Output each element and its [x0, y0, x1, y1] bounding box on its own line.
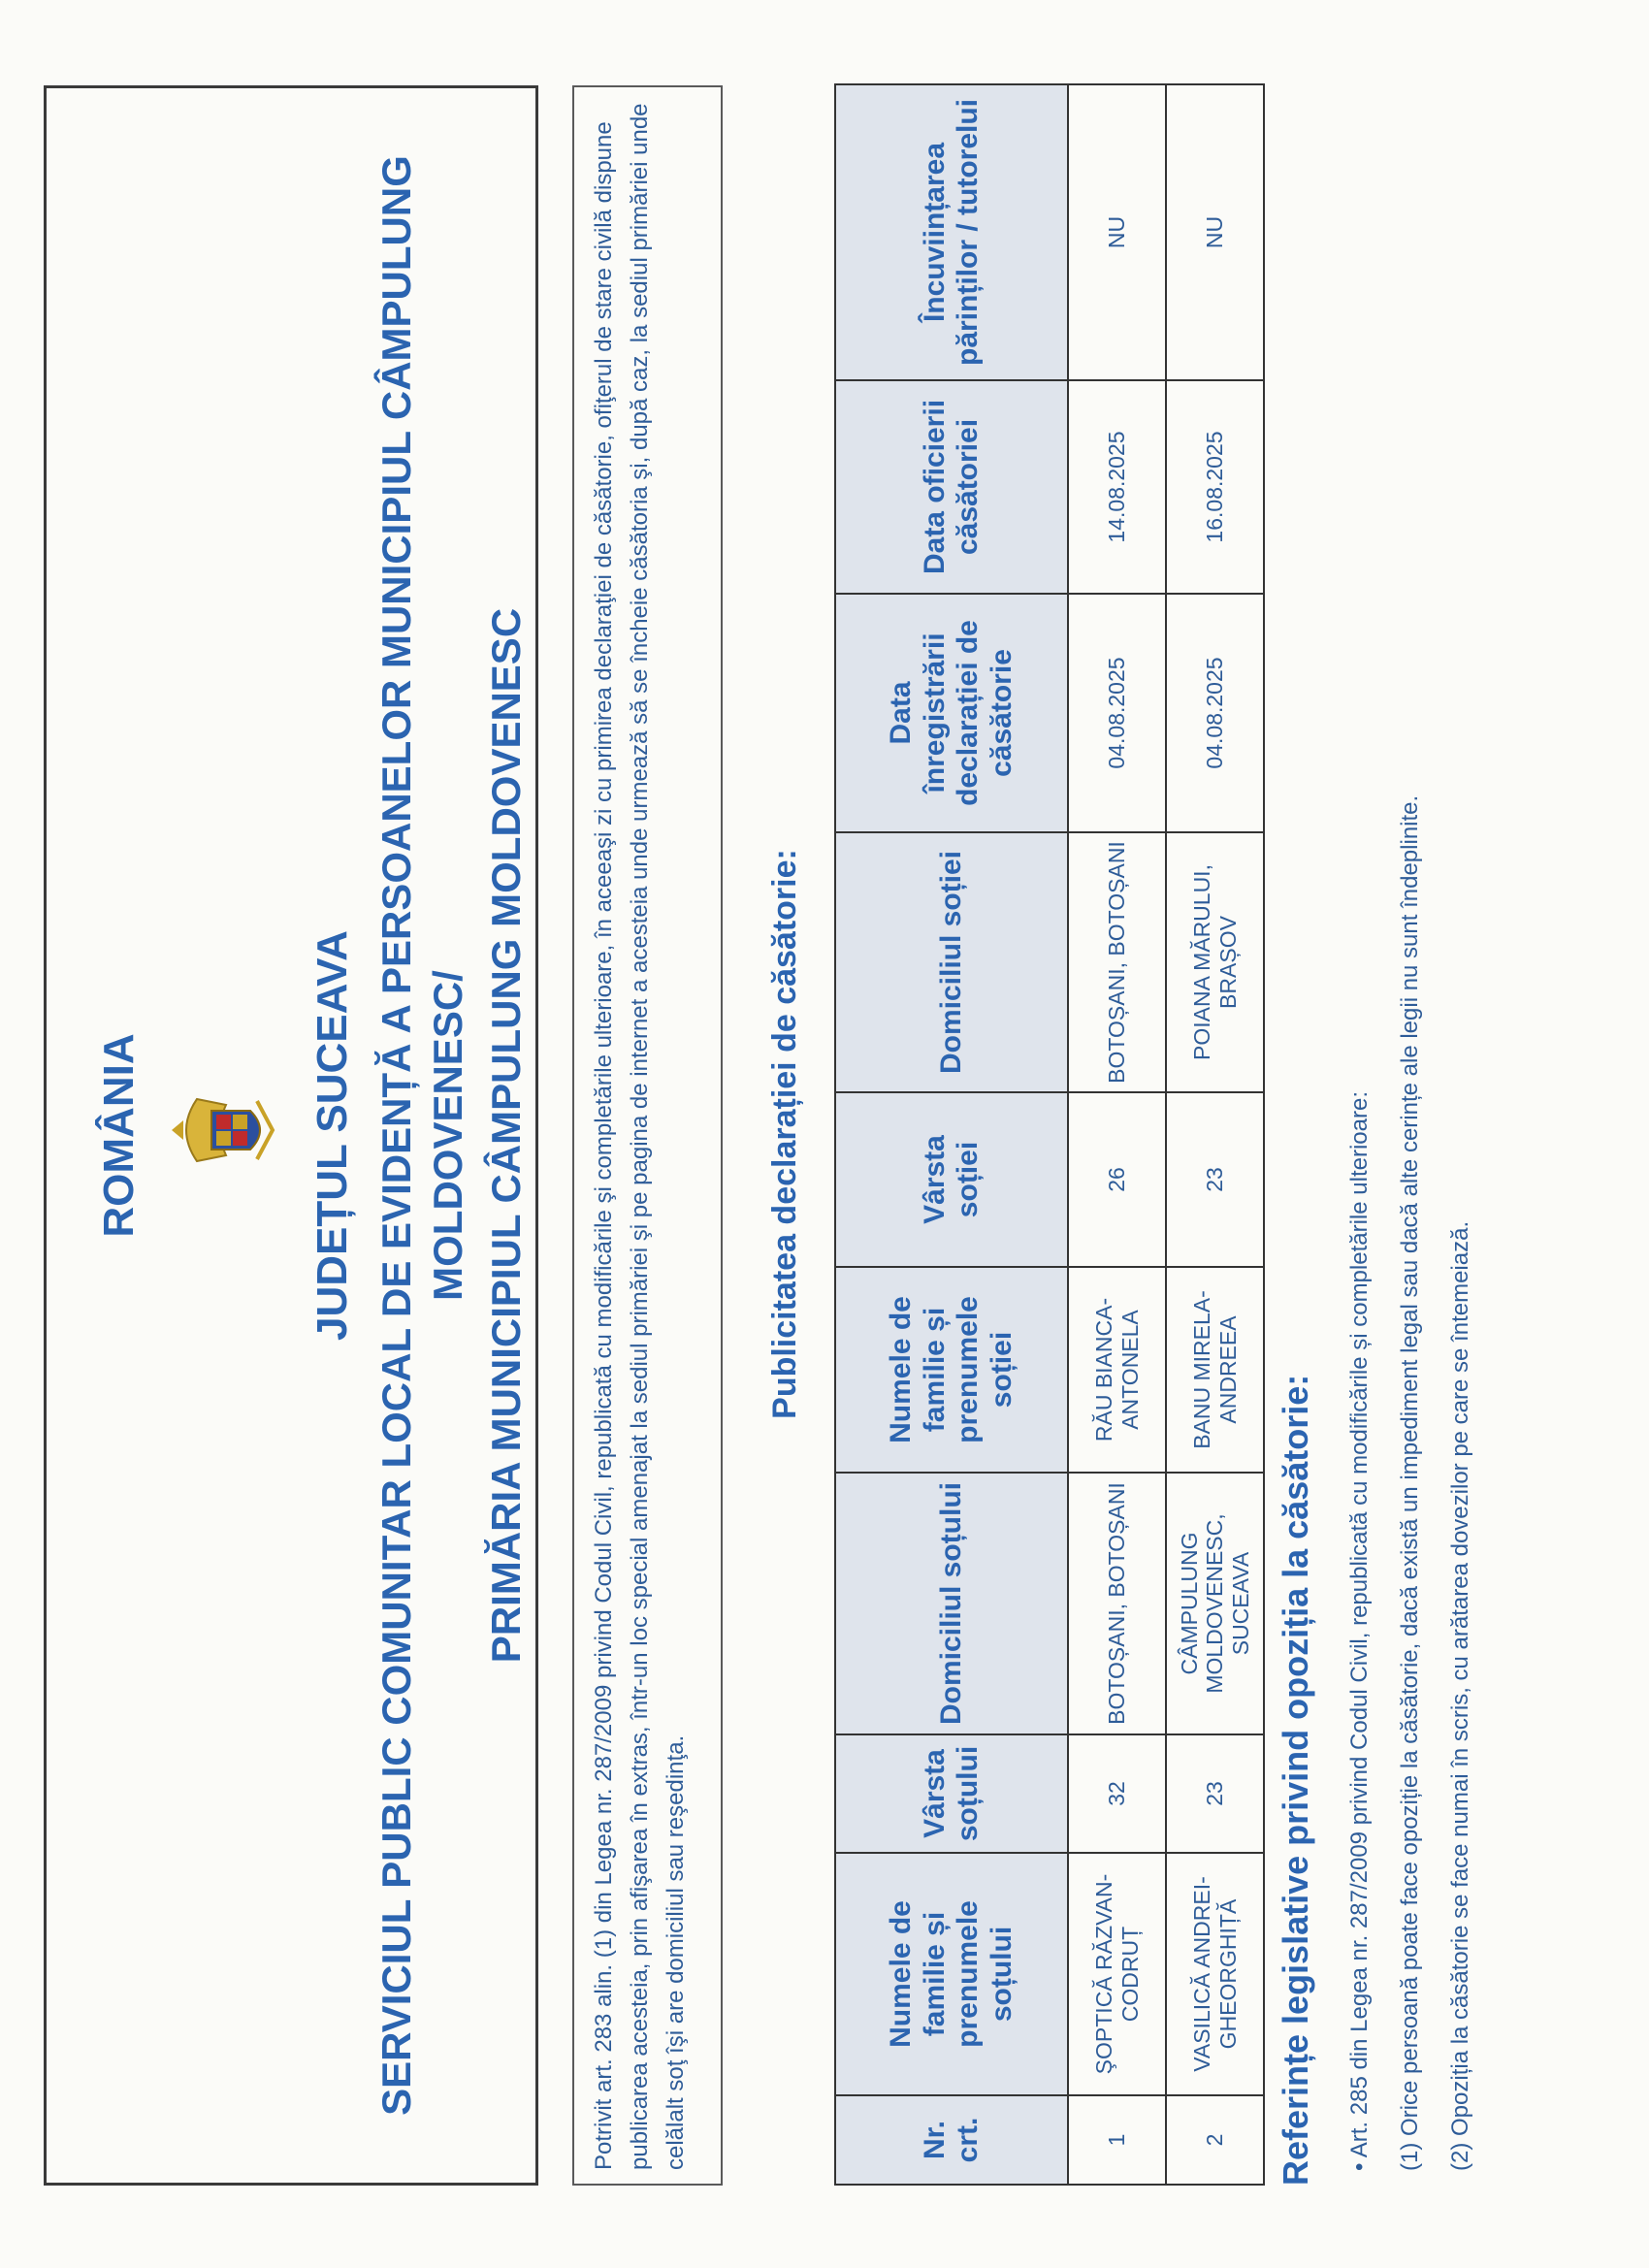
table-cell: 23 — [1166, 1734, 1264, 1853]
table-cell: 16.08.2025 — [1166, 380, 1264, 594]
section-title: Publicitatea declarației de căsătorie: — [766, 849, 803, 1419]
table-cell: NU — [1166, 84, 1264, 380]
table-cell: 04.08.2025 — [1166, 594, 1264, 832]
table-cell: CÂMPULUNG MOLDOVENESC, SUCEAVA — [1166, 1473, 1264, 1734]
table-cell: 32 — [1068, 1734, 1166, 1853]
table-cell: ŞOPTICĂ RĂZVAN-CODRUȚ — [1068, 1853, 1166, 2095]
county-title: JUDEȚUL SUCEAVA — [308, 930, 356, 1341]
col-header: Încuviințarea părinților / tutorelui — [835, 84, 1068, 380]
table-row — [1166, 84, 1264, 2185]
col-header: Numele de familie și prenumele soției — [835, 1267, 1068, 1473]
col-header: Domiciliul soțului — [835, 1473, 1068, 1734]
table-cell: 04.08.2025 — [1068, 594, 1166, 832]
marriage-table — [834, 85, 1265, 2186]
col-header: Vârsta soției — [835, 1092, 1068, 1267]
legal-notice: Potrivit art. 283 alin. (1) din Legea nr. 287/2009 privind Codul Civil, republicată cu modificările şi completările ulterioare, în aceeaşi zi cu primirea declaraţiei de căsătorie, ofiţerul de stare civilă dispune publicarea acesteia, prin afişarea în extras, într-un loc special amenajat la sediul primăriei şi pe pagina de internet a acesteia unde urmează să se încheie căsătoria şi, după caz, la sediul primăriei unde celălalt soţ îşi are domiciliul sau reşedinţa. — [572, 85, 723, 2186]
col-header: Vârsta soțului — [835, 1734, 1068, 1853]
col-header: Domiciliul soției — [835, 832, 1068, 1092]
table-cell: BANU MIRELA-ANDREEA — [1166, 1267, 1264, 1473]
city-hall-title: PRIMĂRIA MUNICIPIUL CÂMPULUNG MOLDOVENESC — [483, 607, 529, 1664]
table-cell: 14.08.2025 — [1068, 380, 1166, 594]
reference-line: • Art. 285 din Legea nr. 287/2009 privind Codul Civil, republicată cu modificările și completările ulterioare: — [1346, 1091, 1373, 2171]
col-header: Data oficierii căsătoriei — [835, 380, 1068, 594]
table-cell: VASILICĂ ANDREI-GHEORGHIȚĂ — [1166, 1853, 1264, 2095]
table-cell: 26 — [1068, 1092, 1166, 1267]
table-cell: RĂU BIANCA-ANTONELA — [1068, 1267, 1166, 1473]
coat-of-arms-icon — [168, 1091, 279, 1169]
table-cell: 1 — [1068, 2095, 1166, 2185]
table-cell: BOTOȘANI, BOTOȘANI — [1068, 1473, 1166, 1734]
header-box — [44, 85, 538, 2186]
reference-line: (1) Orice persoană poate face opoziție la căsătorie, dacă există un impediment legal sau dacă alte cerințe ale legii nu sunt îndeplinite. — [1397, 794, 1423, 2171]
table-cell: 23 — [1166, 1092, 1264, 1267]
table-row — [1068, 84, 1166, 2185]
service-title: SERVICIUL PUBLIC COMUNITAR LOCAL DE EVIDENȚĂ A PERSOANELOR MUNICIPIUL CÂMPULUNG MOLDOVENESC/ — [373, 155, 470, 2116]
table-cell: 2 — [1166, 2095, 1264, 2185]
reference-line: (2) Opoziția la căsătorie se face numai în scris, cu arătarea dovezilor pe care se întemeiază. — [1447, 1220, 1473, 2171]
country-title: ROMÂNIA — [95, 1033, 143, 1238]
col-header: Numele de familie și prenumele soțului — [835, 1853, 1068, 2095]
col-header: Data înregistrării declarației de căsătorie — [835, 594, 1068, 832]
table-cell: NU — [1068, 84, 1166, 380]
table-header-row — [835, 84, 1068, 2185]
col-header: Nr. crt. — [835, 2095, 1068, 2185]
references-title: Referințe legislative privind opoziția la căsătorie: — [1276, 1374, 1315, 2186]
table-cell: BOTOȘANI, BOTOȘANI — [1068, 832, 1166, 1092]
table-cell: POIANA MĂRULUI, BRAȘOV — [1166, 832, 1264, 1092]
